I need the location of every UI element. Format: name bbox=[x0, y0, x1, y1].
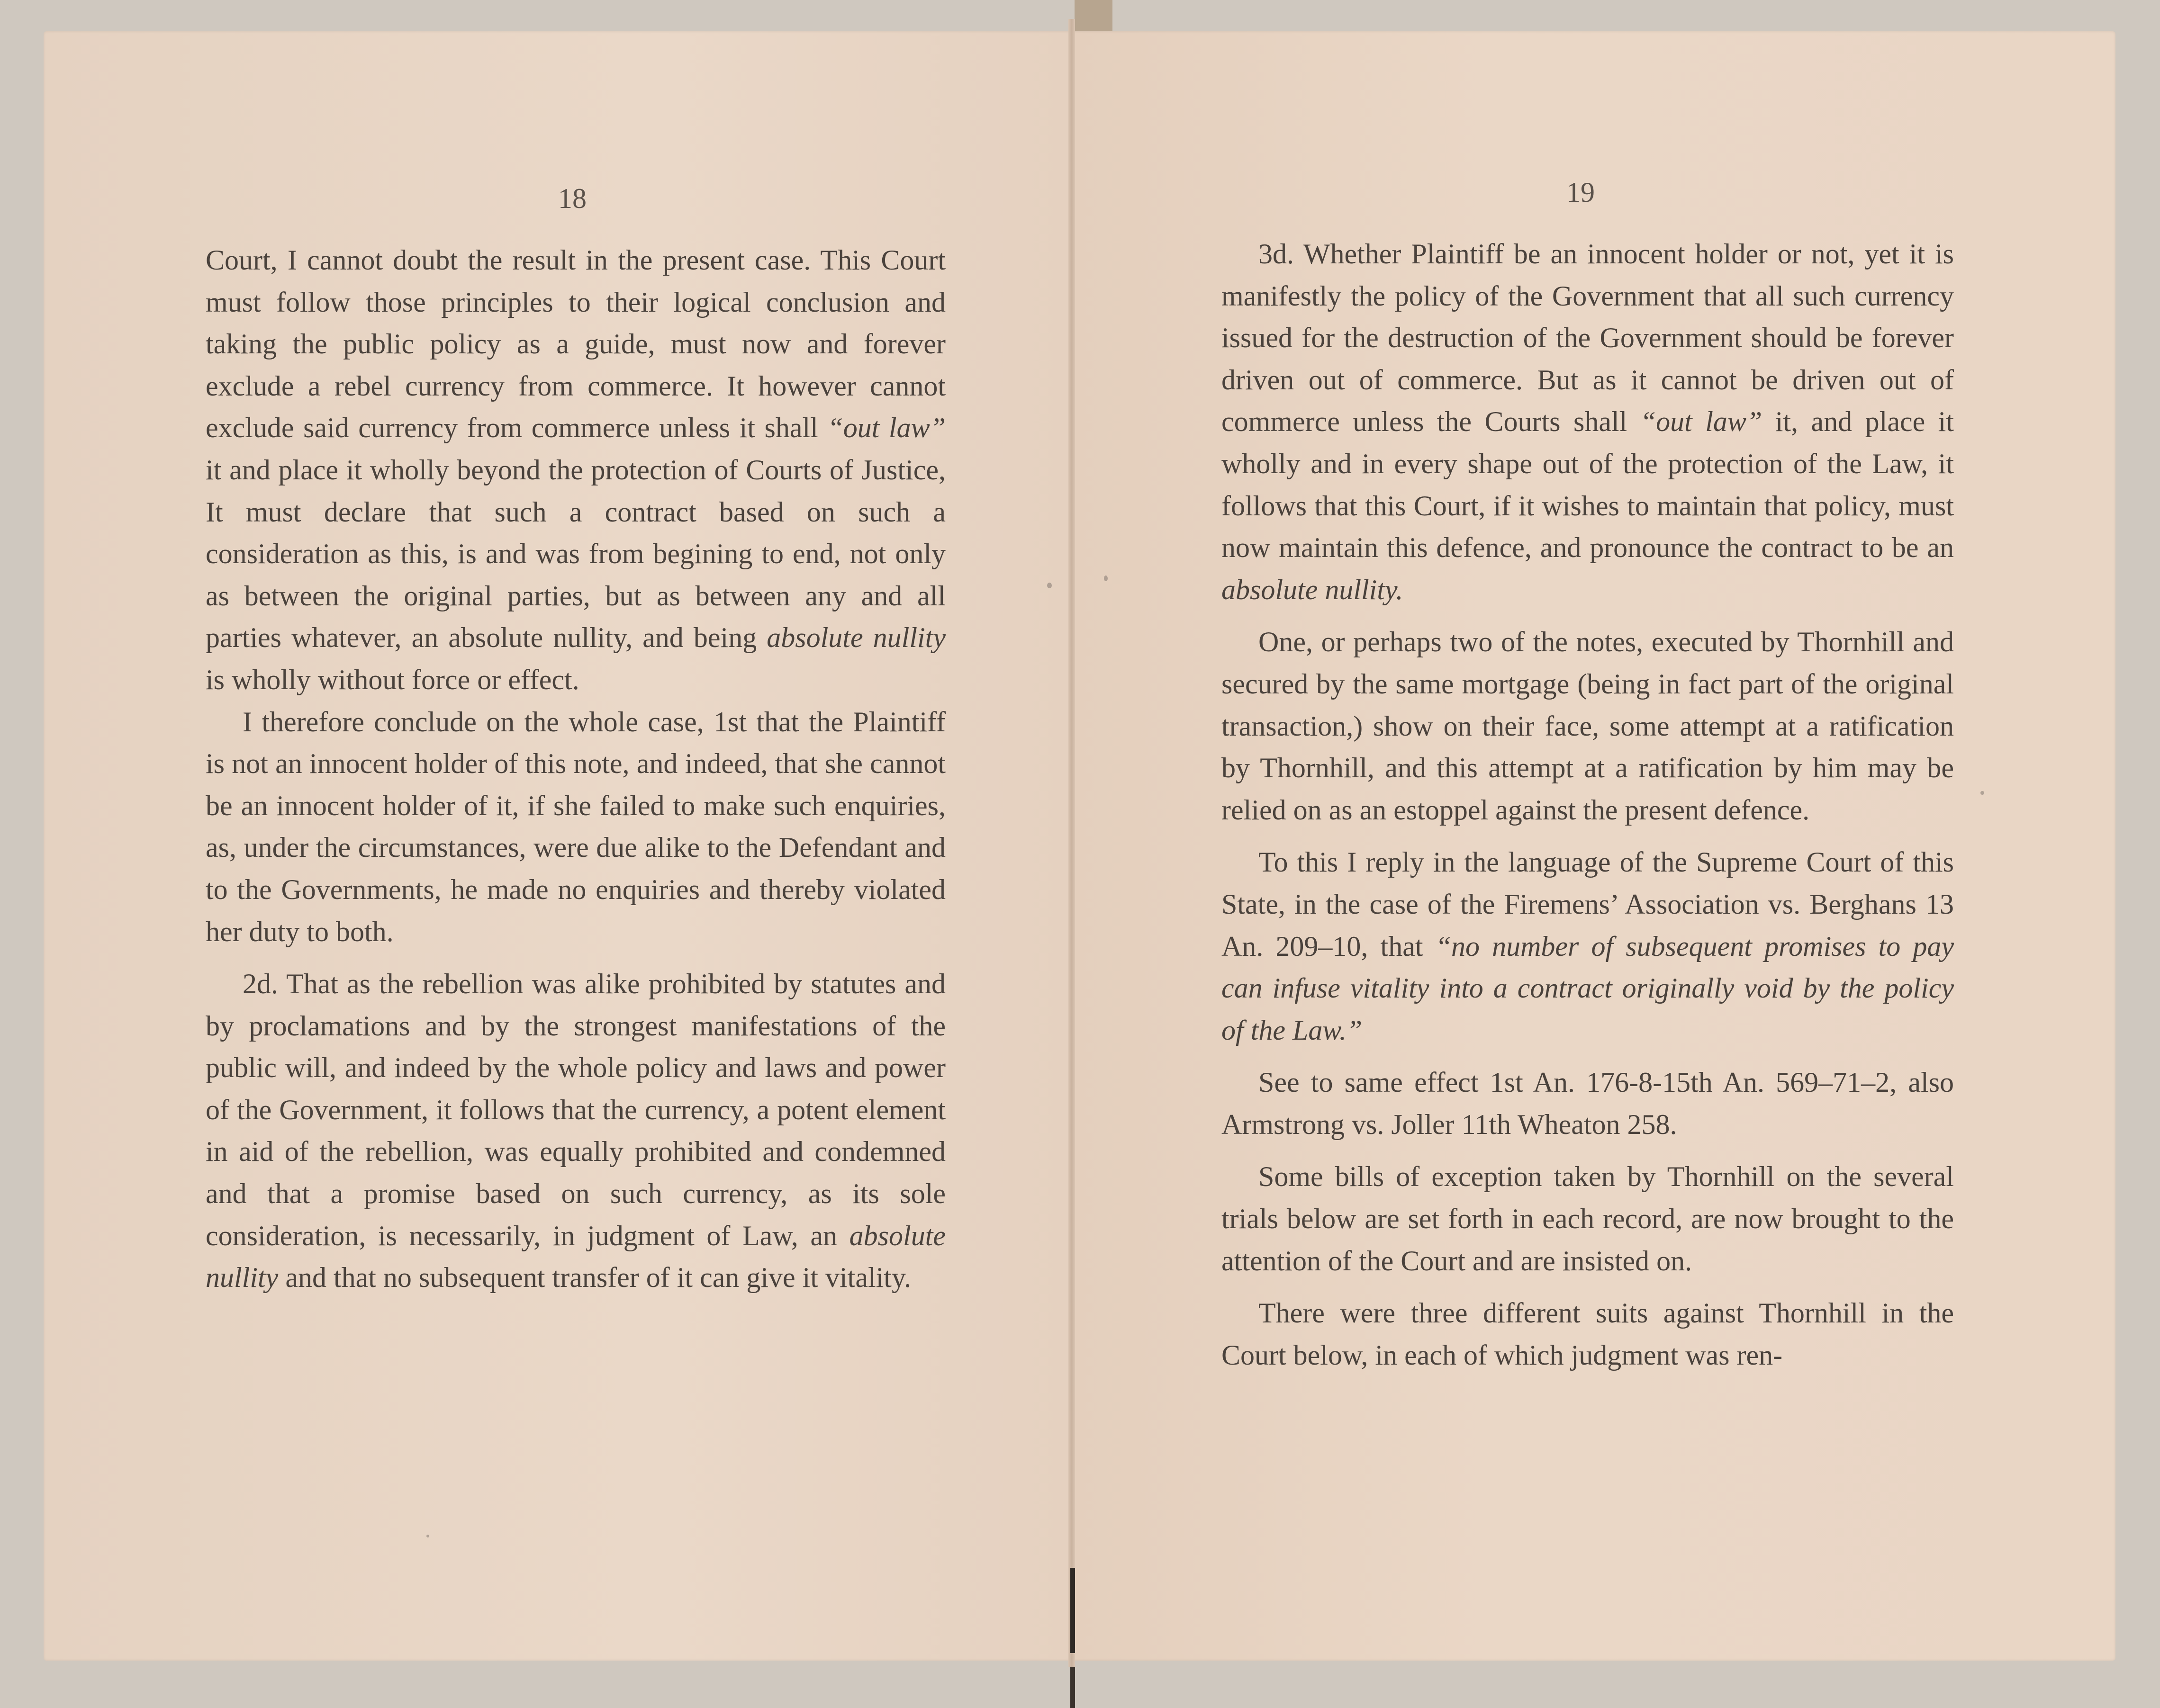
page-number-right: 19 bbox=[1566, 177, 1595, 208]
paragraph bbox=[1221, 841, 1954, 1051]
book-gutter bbox=[1068, 19, 1075, 1667]
text-run: it and place it wholly beyond the protection of Courts of Justice, It must declare that such a contract based on such a consideration as this, is and was from begining to end, not only as between the original parties, but as between any and all parties whatever, an absolute nullity, and being bbox=[206, 454, 946, 654]
paragraph bbox=[1221, 1156, 1954, 1282]
text-run: Some bills of exception taken by Thornhill on the several trials below are set forth in each record, are now brought to the attention of the Court and are insisted on. bbox=[1221, 1161, 1954, 1277]
text-run: To this I reply in the language of the Supreme Court of this State, in the case of the Firemens’ Association vs. Berghans 13 An. 209–10, that bbox=[1221, 846, 1954, 962]
paragraph bbox=[206, 239, 946, 701]
paragraph bbox=[206, 963, 946, 1299]
ink-speck bbox=[1980, 791, 1984, 795]
paragraph bbox=[1221, 621, 1954, 831]
italic-text: absolute nullity. bbox=[1221, 574, 1403, 605]
italic-text: absolute nullity bbox=[767, 622, 946, 654]
text-run: One, or perhaps two of the notes, executed by Thornhill and secured by the same mortgage (being in fact part of the original transaction,) show on their face, some attempt at a ratification by Thornhill, and this attempt at a ratification by him may be relied on as an estoppel against the present defence. bbox=[1221, 626, 1954, 826]
text-run: it, and place it wholly and in every shape out of the protection of the Law, it follows that this Court, if it wishes to maintain that policy, must now maintain this defence, and pronounce the contract to be an bbox=[1221, 406, 1954, 564]
left-page-text bbox=[206, 239, 946, 1299]
text-run: Court, I cannot doubt the result in the present case. This Court must follow those principles to their logical conclusion and taking the public policy as a guide, must now and forever exclude a rebel currency from commerce. It however cannot exclude said currency from commerce unless it shall bbox=[206, 244, 946, 444]
paragraph bbox=[1221, 1292, 1954, 1376]
text-run: 2d. That as the rebellion was alike prohibited by statutes and by proclamations and by the strongest manifestations of the public will, and indeed by the whole policy and laws and power of the Government, it follows that the currency, a potent element in aid of the rebellion, was equally prohibited and condemned and that a promise based on such currency, as its sole consideration, is necessarily, in judgment of Law, an bbox=[206, 968, 946, 1251]
ink-speck bbox=[1104, 575, 1108, 581]
paragraph bbox=[206, 701, 946, 953]
binding-thread bbox=[1070, 1568, 1075, 1653]
text-run: is wholly without force or effect. bbox=[206, 664, 579, 695]
text-run: 3d. Whether Plaintiff be an innocent holder or not, yet it is manifestly the policy of the Government that all such currency issued for the destruction of the Government should be forever driven out of commerce. But as it cannot be driven out of commerce unless the Courts shall bbox=[1221, 238, 1954, 438]
ink-speck bbox=[1047, 583, 1052, 588]
binding-tab bbox=[1075, 0, 1112, 33]
text-run: I therefore conclude on the whole case, 1st that the Plaintiff is not an innocent holder of this note, and indeed, that she cannot be an innocent holder of it, if she failed to make such enquiries, as, under the circumstances, were due alike to the Defendant and to the Governments, he made no enquiries and thereby violated her duty to both. bbox=[206, 706, 946, 947]
italic-text: “out law” bbox=[1640, 406, 1762, 438]
italic-text: absolute nullity bbox=[206, 1220, 946, 1294]
right-page-text bbox=[1221, 233, 1954, 1376]
paragraph bbox=[1221, 233, 1954, 611]
text-run: and that no subsequent transfer of it can give it vitality. bbox=[278, 1262, 912, 1294]
text-run: See to same effect 1st An. 176-8-15th An. 569–71–2, also Armstrong vs. Joller 11th Wheaton 258. bbox=[1221, 1067, 1954, 1140]
page-number-left: 18 bbox=[558, 183, 587, 214]
paragraph bbox=[1221, 1061, 1954, 1145]
italic-text: “out law” bbox=[827, 412, 946, 444]
text-run: There were three different suits against Thornhill in the Court below, in each of which judgment was ren- bbox=[1221, 1297, 1954, 1371]
italic-text: “no number of subsequent promises to pay can infuse vitality into a contract originally void by the policy of the Law.” bbox=[1221, 930, 1954, 1046]
ink-speck bbox=[426, 1535, 429, 1537]
binding-thread bbox=[1070, 1667, 1075, 1708]
